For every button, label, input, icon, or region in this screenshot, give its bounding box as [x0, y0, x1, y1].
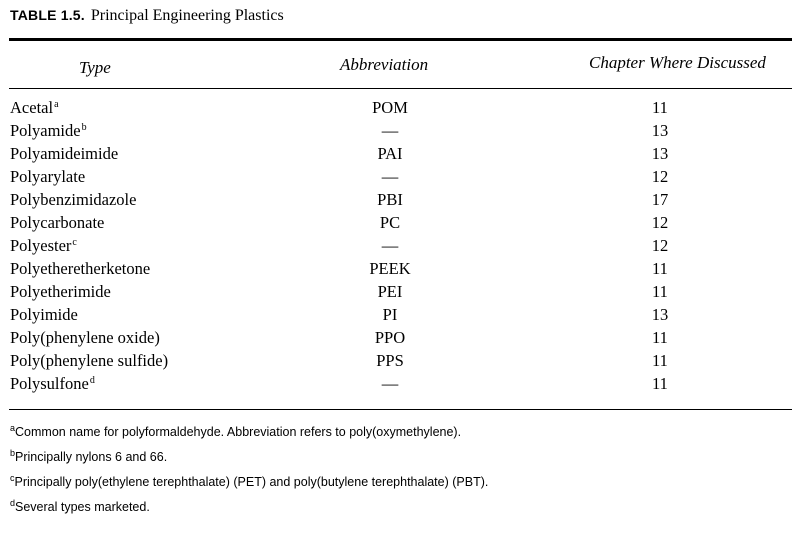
cell-abbreviation: PBI	[377, 190, 403, 209]
cell-type	[10, 374, 95, 394]
table-row	[0, 144, 802, 167]
plastic-type-name: Polyetheretherketone	[10, 259, 151, 278]
plastic-type-name: Poly(phenylene oxide)	[10, 328, 160, 347]
plastic-type-name: Polyamide	[10, 121, 81, 140]
cell-chapter: 12	[651, 213, 669, 232]
cell-type	[10, 259, 150, 279]
table-row	[0, 305, 802, 328]
cell-chapter: 17	[651, 190, 669, 209]
cell-abbreviation: PI	[382, 305, 398, 324]
cell-type	[10, 351, 168, 371]
cell-type	[10, 213, 104, 233]
footnote-text: Common name for polyformaldehyde. Abbreviation refers to poly(oxymethylene).	[15, 425, 462, 439]
plastic-type-name: Polycarbonate	[10, 213, 105, 232]
table-title: Principal Engineering Plastics	[90, 7, 284, 24]
table-row	[0, 328, 802, 351]
cell-type	[10, 144, 118, 164]
footnote-marker: d	[89, 375, 95, 386]
header-rule	[9, 88, 792, 89]
cell-chapter: 11	[652, 259, 668, 278]
plastic-type-name: Polyamideimide	[10, 144, 119, 163]
plastic-type-name: Polyester	[10, 236, 72, 255]
plastic-type-name: Polyimide	[10, 305, 78, 324]
footnote	[10, 448, 488, 473]
plastic-type-name: Acetal	[10, 98, 54, 117]
cell-abbreviation: POM	[372, 98, 408, 117]
footnote-mark: d	[10, 498, 16, 508]
cell-chapter: 13	[651, 144, 669, 163]
table-row	[0, 190, 802, 213]
top-rule	[9, 38, 792, 41]
cell-type	[10, 98, 59, 118]
table-label: TABLE 1.5.	[10, 7, 85, 23]
footnote-mark: a	[10, 423, 16, 433]
cell-chapter: 11	[652, 351, 668, 370]
cell-type	[10, 167, 85, 187]
plastic-type-name: Polyetherimide	[10, 282, 111, 301]
cell-chapter: 12	[651, 167, 669, 186]
cell-chapter: 11	[652, 374, 668, 393]
cell-chapter: 11	[652, 282, 668, 301]
plastic-type-name: Polysulfone	[10, 374, 89, 393]
cell-abbreviation: PEI	[377, 282, 403, 301]
footnote-text: Principally poly(ethylene terephthalate) (PET) and poly(butylene terephthalate) (PBT).	[14, 475, 489, 489]
cell-abbreviation: —	[381, 121, 399, 140]
table-row	[0, 374, 802, 397]
footnote-mark: b	[10, 448, 16, 458]
table-row	[0, 259, 802, 282]
cell-abbreviation: PC	[379, 213, 401, 232]
cell-type	[10, 190, 136, 210]
cell-abbreviation: PPO	[374, 328, 406, 347]
cell-abbreviation: PEEK	[369, 259, 411, 278]
cell-abbreviation: —	[381, 236, 399, 255]
column-header-type: Type	[79, 58, 111, 77]
cell-abbreviation: —	[381, 374, 399, 393]
table-body	[0, 98, 802, 397]
cell-type	[10, 121, 87, 141]
table-row	[0, 213, 802, 236]
footnote-marker: c	[72, 237, 77, 248]
cell-chapter: 12	[651, 236, 669, 255]
plastic-type-name: Polybenzimidazole	[10, 190, 137, 209]
plastic-type-name: Polyarylate	[10, 167, 86, 186]
footnote	[10, 498, 488, 523]
footnotes	[10, 423, 488, 523]
footnote-marker: b	[81, 122, 87, 133]
cell-chapter: 11	[652, 328, 668, 347]
column-header-abbreviation: Abbreviation	[340, 55, 429, 74]
bottom-rule	[9, 409, 792, 410]
cell-chapter: 13	[651, 305, 669, 324]
footnote	[10, 423, 488, 448]
table-caption	[10, 7, 284, 25]
cell-type	[10, 328, 160, 348]
cell-chapter: 13	[651, 121, 669, 140]
cell-type	[10, 305, 78, 325]
table-row	[0, 282, 802, 305]
cell-abbreviation: —	[381, 167, 399, 186]
table-row	[0, 236, 802, 259]
footnote-marker: a	[54, 99, 59, 110]
cell-abbreviation: PAI	[377, 144, 403, 163]
footnote-text: Principally nylons 6 and 66.	[15, 450, 168, 464]
cell-chapter: 11	[652, 98, 668, 117]
footnote-mark: c	[10, 473, 15, 483]
column-header-chapter: Chapter Where Discussed	[589, 53, 766, 72]
cell-abbreviation: PPS	[376, 351, 404, 370]
cell-type	[10, 236, 77, 256]
cell-type	[10, 282, 111, 302]
table-row	[0, 98, 802, 121]
table-row	[0, 351, 802, 374]
table-row	[0, 121, 802, 144]
footnote	[10, 473, 488, 498]
footnote-text: Several types marketed.	[15, 500, 150, 514]
table-row	[0, 167, 802, 190]
plastic-type-name: Poly(phenylene sulfide)	[10, 351, 169, 370]
